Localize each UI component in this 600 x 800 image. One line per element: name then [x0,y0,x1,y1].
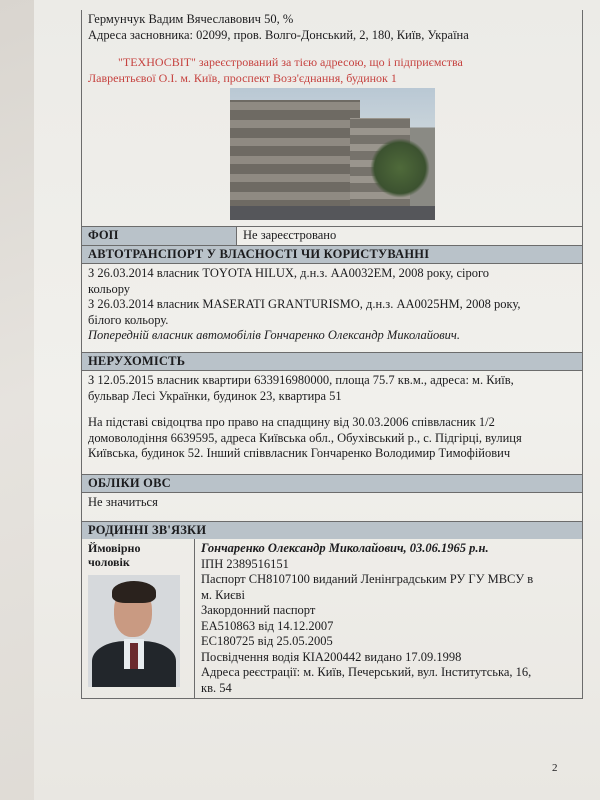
relative-name: Гончаренко Олександр Миколайович, 03.06.1965 р.н. [201,541,489,555]
property-2a: На підставі свідоцтва про право на спадщину від 30.03.2006 співвласник 1/2 [88,415,495,429]
detail-line: Паспорт СН8107100 виданий Ленінградським РУ ГУ МВСУ в [201,572,534,586]
property-heading: НЕРУХОМІСТЬ [82,352,582,371]
fop-value: Не зареєстровано [243,228,337,242]
vehicles-section [82,263,582,352]
red-note-line-2: Лаврентьєвої О.І. м. Київ, проспект Возз'єднання, будинок 1 [88,70,397,85]
detail-line: ІПН 2389516151 [201,556,289,571]
property-1b: бульвар Лесі Українки, будинок 23, квартира 51 [88,388,342,403]
vehicle-2-cont: білого кольору. [88,312,169,327]
detail-line: кв. 54 [201,680,232,695]
ovs-heading: ОБЛІКИ ОВС [82,474,582,493]
fop-row [82,226,582,245]
detail-line: Закордонний паспорт [201,603,316,617]
property-1a: З 12.05.2015 власник квартири 633916980000, площа 75.7 кв.м., адреса: м. Київ, [88,373,514,387]
red-note-line-1: "ТЕХНОСВІТ" зареєстрований за тією адресою, що і підприємства [118,55,463,69]
relation-label-1: Ймовірно [88,541,141,555]
family-relation-cell [82,539,195,698]
family-row [82,539,582,698]
property-2b: домоволодіння 6639595, адреса Київська обл., Обухівський р., с. Підгірці, вулиця [88,430,522,445]
relative-portrait-photo [88,575,180,687]
detail-line: Адреса реєстрації: м. Київ, Печерський, вул. Інститутська, 16, [201,665,532,679]
property-2c: Київська, будинок 52. Інший співвласник Гончаренко Володимир Тимофійович [88,446,511,460]
fop-label: ФОП [82,227,237,245]
vehicle-2: З 26.03.2014 власник MASERATI GRANTURISMO, д.н.з. АА0025НМ, 2008 року, [88,297,521,311]
dossier-table [81,10,583,699]
founder-address: Адреса засновника: 02099, пров. Волго-Донський, 2, 180, Київ, Україна [88,27,469,42]
vehicle-1: З 26.03.2014 власник TOYOTA HILUX, д.н.з. АА0032ЕМ, 2008 року, сірого [88,266,490,280]
detail-line: м. Києві [201,587,245,602]
vehicles-heading: АВТОТРАНСПОРТ У ВЛАСНОСТІ ЧИ КОРИСТУВАННІ [82,245,582,264]
detail-line: ЕА510863 від 14.12.2007 [201,618,334,633]
founder-section [82,10,582,226]
ovs-value: Не значиться [82,492,582,521]
building-photo [230,88,435,220]
detail-line: Посвідчення водія КІА200442 видано 17.09.1998 [201,649,462,664]
page-number: 2 [552,762,558,774]
previous-owner-note: Попередній власник автомобілів Гончаренко Олександр Миколайович. [88,328,461,342]
detail-line: ЕС180725 від 25.05.2005 [201,634,333,648]
relation-label-2: чоловік [88,555,130,569]
vehicle-1-cont: кольору [88,281,131,296]
founder-name: Гермунчук Вадим Вячеславович 50, % [88,12,294,26]
family-details-cell [195,539,582,698]
family-heading: РОДИННІ ЗВ'ЯЗКИ [82,521,582,540]
property-section [82,370,582,474]
